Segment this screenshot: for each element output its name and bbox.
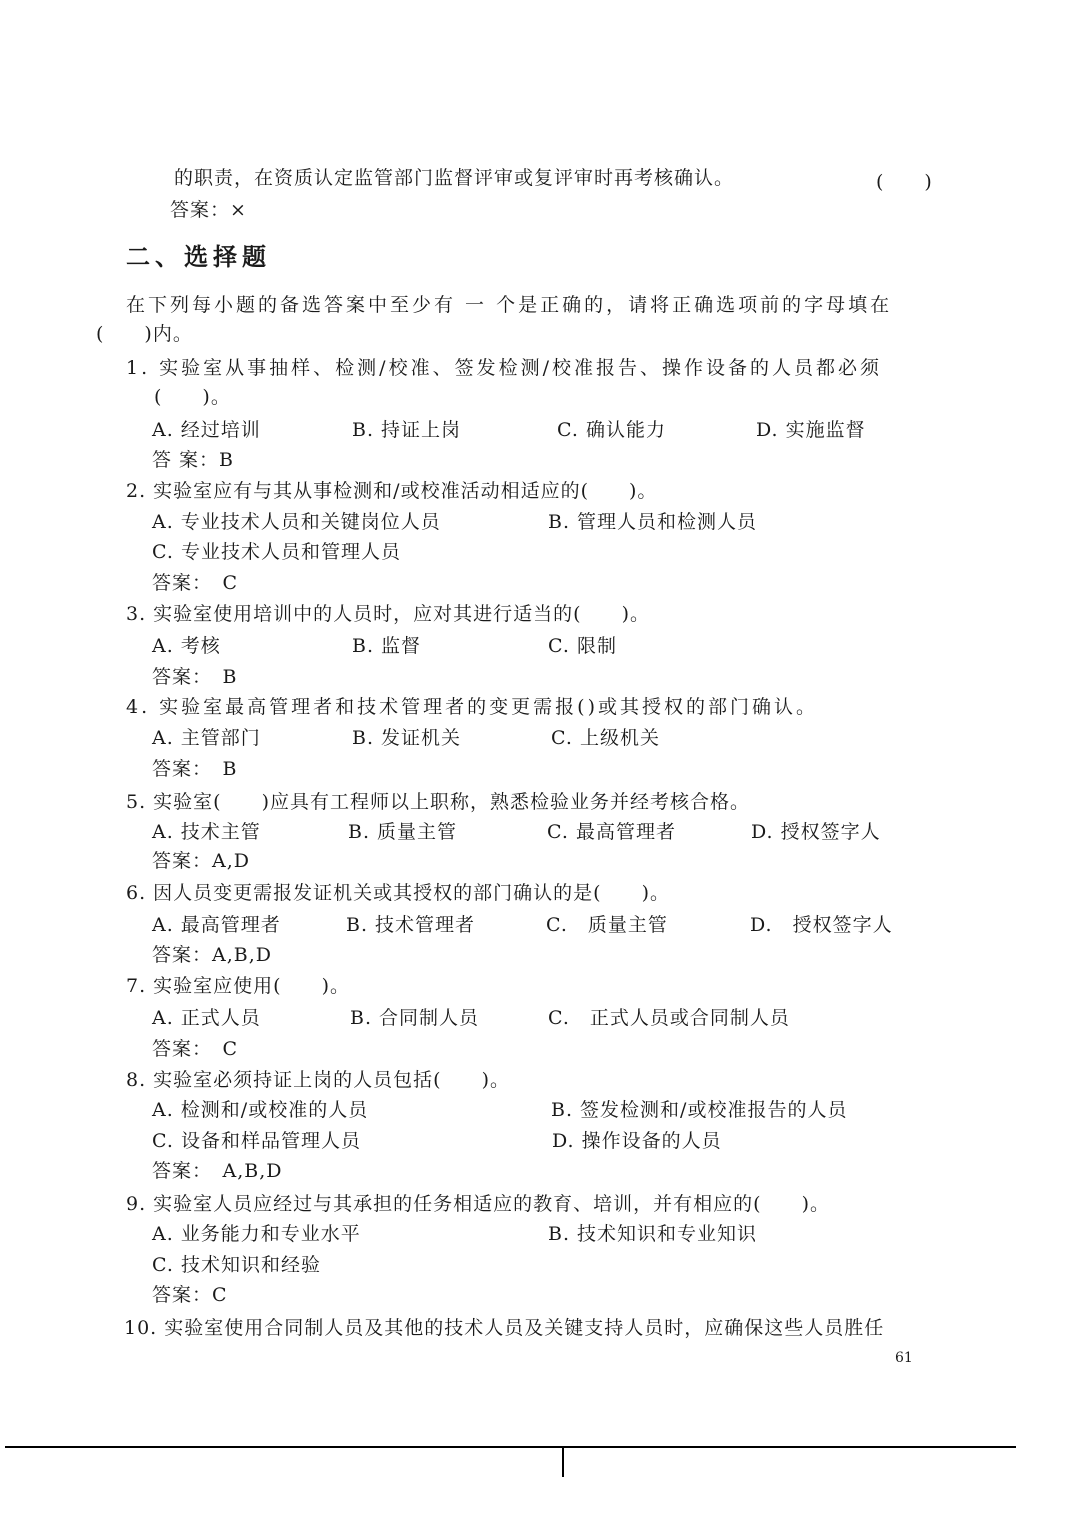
question-9-answer: 答案：C <box>152 1284 228 1306</box>
question-4-option-c: C. 上级机关 <box>551 727 660 749</box>
question-2-option-a: A. 专业技术人员和关键岗位人员 <box>152 511 441 533</box>
question-10-stem: 10. 实验室使用合同制人员及其他的技术人员及关键支持人员时，应确保这些人员胜任 <box>124 1317 885 1339</box>
instruction-line-1: 在下列每小题的备选答案中至少有 一 个是正确的，请将正确选项前的字母填在 <box>126 294 893 316</box>
question-6-option-b: B. 技术管理者 <box>346 914 476 936</box>
intro-answer: 答案：× <box>170 199 247 221</box>
question-6-stem: 6. 因人员变更需报发证机关或其授权的部门确认的是( )。 <box>126 882 670 904</box>
question-6-option-d: D. 授权签字人 <box>750 914 893 936</box>
question-3-option-c: C. 限制 <box>548 635 617 657</box>
question-9-option-a: A. 业务能力和专业水平 <box>152 1223 361 1245</box>
question-3-option-a: A. 考核 <box>152 635 221 657</box>
question-8-option-d: D. 操作设备的人员 <box>552 1130 722 1152</box>
question-5-answer: 答案：A,D <box>152 850 250 872</box>
question-2-option-b: B. 管理人员和检测人员 <box>548 511 758 533</box>
page-number: 61 <box>895 1350 913 1366</box>
question-8-option-a: A. 检测和/或校准的人员 <box>152 1099 369 1121</box>
question-5-option-c: C. 最高管理者 <box>547 821 676 843</box>
question-1-option-c: C. 确认能力 <box>557 419 666 441</box>
question-7-option-c: C. 正式人员或合同制人员 <box>548 1007 790 1029</box>
intro-bracket: ( ) <box>876 171 933 193</box>
question-2-answer: 答案： C <box>152 572 239 594</box>
question-8-answer: 答案： A,B,D <box>152 1160 283 1182</box>
question-5-stem: 5. 实验室( )应具有工程师以上职称，熟悉检验业务并经考核合格。 <box>126 791 750 813</box>
question-7-stem: 7. 实验室应使用( )。 <box>126 975 350 997</box>
question-6-answer: 答案：A,B,D <box>152 944 272 966</box>
question-3-answer: 答案： B <box>152 666 238 688</box>
section-heading: 二、选择题 <box>126 242 271 271</box>
question-1-answer: 答 案：B <box>152 449 235 471</box>
question-8-stem: 8. 实验室必须持证上岗的人员包括( )。 <box>126 1069 510 1091</box>
question-9-option-c: C. 技术知识和经验 <box>152 1254 321 1276</box>
question-4-answer: 答案： B <box>152 758 238 780</box>
question-1-option-b: B. 持证上岗 <box>352 419 462 441</box>
question-2-stem: 2. 实验室应有与其从事检测和/或校准活动相适应的( )。 <box>126 480 658 502</box>
question-9-option-b: B. 技术知识和专业知识 <box>548 1223 758 1245</box>
question-3-option-b: B. 监督 <box>352 635 422 657</box>
bottom-divider <box>5 1446 1016 1448</box>
instruction-line-2: ( )内。 <box>96 323 193 345</box>
question-6-option-a: A. 最高管理者 <box>152 914 281 936</box>
question-5-option-d: D. 授权签字人 <box>751 821 881 843</box>
question-1-option-d: D. 实施监督 <box>756 419 866 441</box>
question-4-option-a: A. 主管部门 <box>152 727 261 749</box>
question-5-option-a: A. 技术主管 <box>152 821 261 843</box>
question-8-option-b: B. 签发检测和/或校准报告的人员 <box>551 1099 848 1121</box>
question-5-option-b: B. 质量主管 <box>348 821 458 843</box>
question-1-stem: 1. 实验室从事抽样、检测/校准、签发检测/校准报告、操作设备的人员都必须 <box>126 357 882 379</box>
center-tick <box>562 1447 564 1477</box>
question-7-option-a: A. 正式人员 <box>152 1007 261 1029</box>
question-3-stem: 3. 实验室使用培训中的人员时，应对其进行适当的( )。 <box>126 603 650 625</box>
question-2-option-c: C. 专业技术人员和管理人员 <box>152 541 401 563</box>
intro-line: 的职责，在资质认定监管部门监督评审或复评审时再考核确认。 <box>174 167 735 189</box>
question-4-stem: 4. 实验室最高管理者和技术管理者的变更需报()或其授权的部门确认。 <box>126 696 818 718</box>
question-4-option-b: B. 发证机关 <box>352 727 462 749</box>
question-9-stem: 9. 实验室人员应经过与其承担的任务相适应的教育、培训，并有相应的( )。 <box>126 1193 830 1215</box>
question-8-option-c: C. 设备和样品管理人员 <box>152 1130 361 1152</box>
question-1-stem-cont: ( )。 <box>154 386 231 408</box>
question-6-option-c: C. 质量主管 <box>546 914 668 936</box>
question-1-option-a: A. 经过培训 <box>152 419 261 441</box>
question-7-option-b: B. 合同制人员 <box>350 1007 480 1029</box>
question-7-answer: 答案： C <box>152 1038 239 1060</box>
